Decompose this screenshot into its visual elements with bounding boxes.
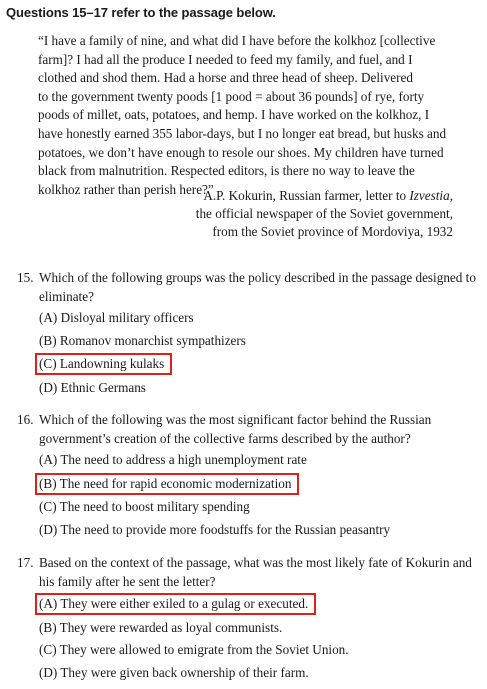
question-text: Which of the following was the most significant factor behind the Russian government’s creation of the collective farms described by the author? <box>39 412 432 446</box>
passage-line: potatoes, we don’t have enough to resole our shoes. My children have turned <box>38 144 444 160</box>
passage-line: poods of millet, oats, potatoes, and hemp. I have worked on the kolkhoz, I <box>38 107 430 123</box>
citation-comma: , <box>449 188 453 203</box>
passage-citation <box>196 187 453 241</box>
passage-line: farm]? I had all the produce I needed to feed my family, and fuel, and I <box>38 51 413 67</box>
citation-line-1 <box>196 187 453 205</box>
citation-newspaper: Izvestia <box>409 188 450 203</box>
answer-choices <box>39 452 479 538</box>
answer-choices <box>39 310 479 396</box>
passage <box>38 32 458 199</box>
choice-d[interactable]: (D) The need to provide more foodstuffs for the Russian peasantry <box>39 521 391 537</box>
passage-line: “I have a family of nine, and what did I have before the kolkhoz [collective <box>38 33 436 48</box>
question-text: Which of the following groups was the policy described in the passage designed to eliminate? <box>39 270 476 304</box>
citation-line-3: from the Soviet province of Mordoviya, 1932 <box>212 224 453 239</box>
question-17 <box>17 553 479 687</box>
choice-a[interactable]: (A) Disloyal military officers <box>39 310 194 325</box>
choice-a-selected[interactable]: (A) They were either exiled to a gulag or executed. <box>35 593 316 615</box>
question-number: 17. <box>17 555 34 570</box>
choice-a[interactable]: (A) The need to address a high unemployment rate <box>39 452 307 467</box>
passage-line: kolkhoz rather than perish here?” <box>38 181 214 197</box>
question-text: Based on the context of the passage, what was the most likely fate of Kokurin and his family after he sent the letter? <box>39 555 472 589</box>
citation-line-2: the official newspaper of the Soviet government, <box>195 206 453 221</box>
choice-c[interactable]: (C) The need to boost military spending <box>39 499 250 514</box>
choice-d[interactable]: (D) Ethnic Germans <box>39 379 146 395</box>
question-number: 16. <box>17 412 34 427</box>
passage-line: black from malnutrition. Respected editors, is there no way to leave the <box>38 163 415 179</box>
question-number: 15. <box>17 270 34 285</box>
choice-c[interactable]: (C) They were allowed to emigrate from the Soviet Union. <box>39 642 349 657</box>
question-15 <box>17 268 479 402</box>
choice-b[interactable]: (B) They were rewarded as loyal communists. <box>39 619 283 635</box>
passage-line: have honestly earned 355 labor-days, but I no longer eat bread, but husks and <box>38 125 447 141</box>
answer-choices <box>39 595 479 681</box>
citation-author: A.P. Kokurin, Russian farmer, letter to <box>203 188 410 203</box>
questions-header: Questions 15–17 refer to the passage below. <box>6 5 276 20</box>
choice-d[interactable]: (D) They were given back ownership of their farm. <box>39 664 309 680</box>
choice-b-selected[interactable]: (B) The need for rapid economic modernization <box>35 473 299 495</box>
passage-line: to the government twenty poods [1 pood = about 36 pounds] of rye, forty <box>38 88 425 104</box>
question-16 <box>17 410 479 544</box>
choice-c-selected[interactable]: (C) Landowning kulaks <box>35 353 172 375</box>
choice-b[interactable]: (B) Romanov monarchist sympathizers <box>39 332 246 348</box>
passage-line: clothed and shod them. Had a horse and three head of sheep. Delivered <box>38 70 413 86</box>
